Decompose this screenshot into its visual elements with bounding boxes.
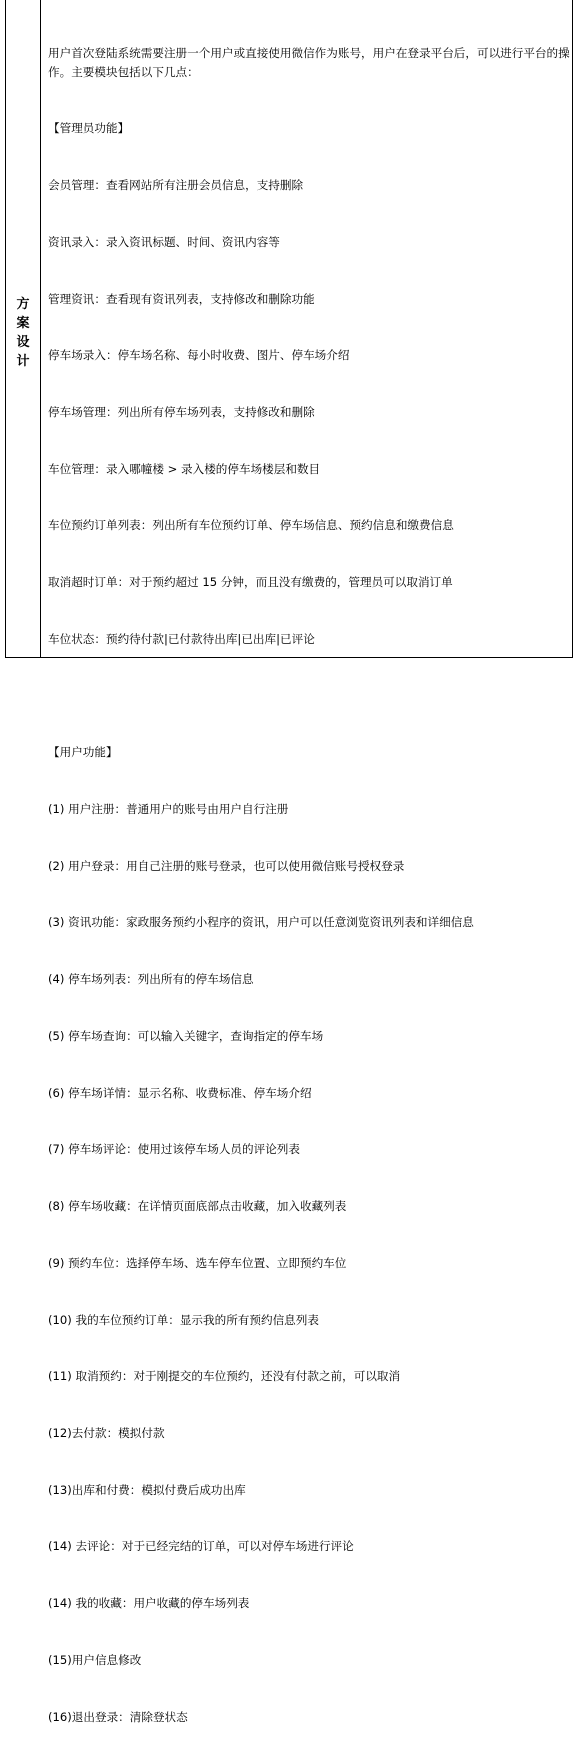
user-item-2: (2) 用户登录：用自己注册的账号登录，也可以使用微信账号授权登录 <box>48 858 405 873</box>
user-item-16: (16)退出登录：清除登状态 <box>48 1709 188 1724</box>
user-item-10: (10) 我的车位预约订单：显示我的所有预约信息列表 <box>48 1312 319 1327</box>
user-item-7: (7) 停车场评论：使用过该停车场人员的评论列表 <box>48 1142 300 1157</box>
user-item-12: (12)去付款：模拟付款 <box>48 1425 165 1440</box>
intro-paragraph: 用户首次登陆系统需要注册一个用户或直接使用微信作为账号，用户在登录平台后，可以进行平台的操作。主要模块包括以下几点： <box>48 45 570 79</box>
admin-item-member-management: 会员管理：查看网站所有注册会员信息，支持删除 <box>48 178 304 193</box>
admin-item-parking-entry: 停车场录入：停车场名称、每小时收费、图片、停车场介绍 <box>48 348 350 363</box>
section-label: 方案设计 <box>16 297 30 369</box>
user-item-1: (1) 用户注册：普通用户的账号由用户自行注册 <box>48 802 289 817</box>
admin-item-parking-management: 停车场管理：列出所有停车场列表，支持修改和删除 <box>48 405 315 420</box>
admin-item-cancel-timeout: 取消超时订单：对于预约超过 15 分钟，而且没有缴费的，管理员可以取消订单 <box>48 575 453 590</box>
user-item-4: (4) 停车场列表：列出所有的停车场信息 <box>48 972 254 987</box>
section-label-cell <box>6 0 41 657</box>
user-item-11: (11) 取消预约：对于刚提交的车位预约，还没有付款之前，可以取消 <box>48 1369 401 1384</box>
admin-item-reservation-orders: 车位预约订单列表：列出所有车位预约订单、停车场信息、预约信息和缴费信息 <box>48 518 454 533</box>
admin-item-news-entry: 资讯录入：录入资讯标题、时间、资讯内容等 <box>48 234 280 249</box>
user-heading: 【用户功能】 <box>48 745 118 760</box>
admin-item-news-management: 管理资讯：查看现有资讯列表，支持修改和删除功能 <box>48 291 315 306</box>
user-item-5: (5) 停车场查询：可以输入关键字，查询指定的停车场 <box>48 1028 324 1043</box>
user-item-3: (3) 资讯功能：家政服务预约小程序的资讯，用户可以任意浏览资讯列表和详细信息 <box>48 915 474 930</box>
user-item-14a: (14) 去评论：对于已经完结的订单，可以对停车场进行评论 <box>48 1539 354 1554</box>
user-item-8: (8) 停车场收藏：在详情页面底部点击收藏，加入收藏列表 <box>48 1199 347 1214</box>
user-item-14b: (14) 我的收藏：用户收藏的停车场列表 <box>48 1596 250 1611</box>
user-item-15: (15)用户信息修改 <box>48 1652 142 1667</box>
admin-item-space-management: 车位管理：录入哪幢楼 > 录入楼的停车场楼层和数目 <box>48 461 321 476</box>
content-cell <box>48 6 571 1764</box>
document-table <box>5 0 573 1724</box>
user-item-13: (13)出库和付费：模拟付费后成功出库 <box>48 1482 246 1497</box>
user-item-9: (9) 预约车位：选择停车场、选车停车位置、立即预约车位 <box>48 1255 347 1270</box>
blank-line <box>48 687 571 706</box>
user-item-6: (6) 停车场详情：显示名称、收费标准、停车场介绍 <box>48 1085 312 1100</box>
admin-heading: 【管理员功能】 <box>48 121 130 136</box>
admin-item-space-status: 车位状态：预约待付款|已付款待出库|已出库|已评论 <box>48 631 315 646</box>
